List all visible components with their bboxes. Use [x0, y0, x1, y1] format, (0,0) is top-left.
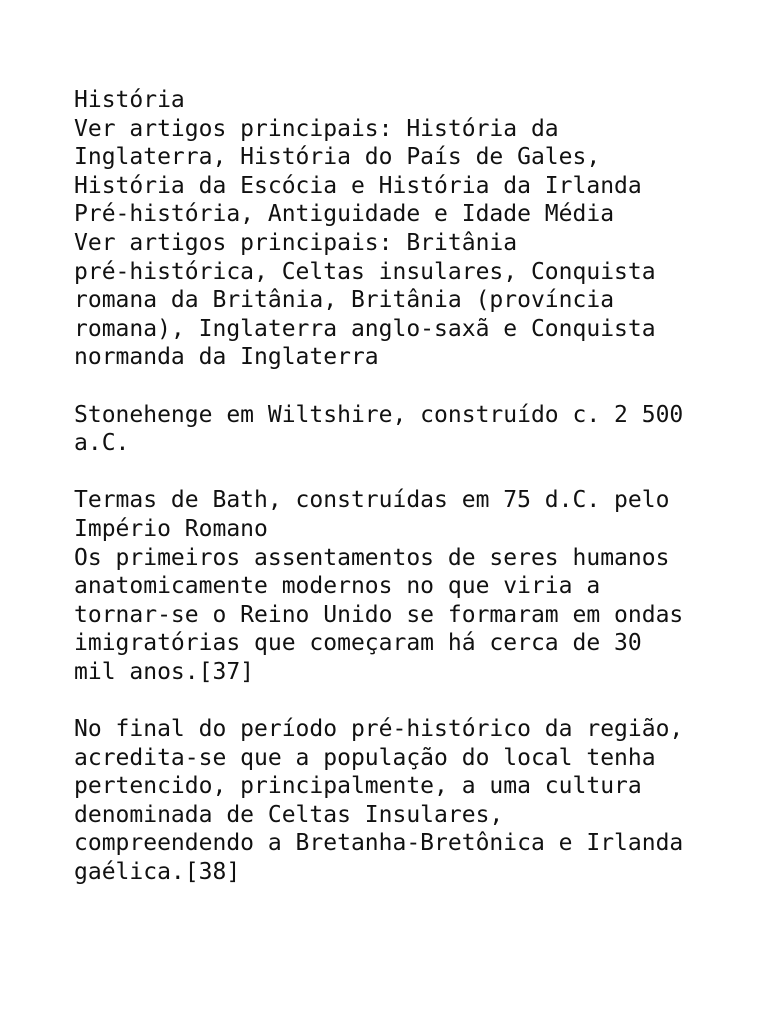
- caption-line: a.C.: [74, 430, 130, 457]
- paragraph-line: compreendendo a Bretanha-Bretônica e Irlanda: [74, 830, 684, 857]
- paragraph-line: pertencido, principalmente, a uma cultura: [74, 773, 642, 800]
- caption-line: Stonehenge em Wiltshire, construído c. 2 500: [74, 401, 684, 428]
- paragraph-line: denominada de Celtas Insulares,: [74, 801, 504, 828]
- paragraph-line: acredita-se que a população do local tenha: [74, 744, 656, 771]
- sub-articles-line: normanda da Inglaterra: [74, 344, 379, 371]
- document-page: [74, 86, 734, 887]
- subsection-heading: Pré-história, Antiguidade e Idade Média: [74, 201, 615, 228]
- paragraph-first-settlements: [74, 544, 734, 687]
- blank-line: [74, 458, 734, 487]
- blank-line: [74, 686, 734, 715]
- sub-articles-line: Ver artigos principais: Britânia: [74, 229, 518, 256]
- main-articles-note: [74, 115, 734, 201]
- sub-articles-note: [74, 229, 734, 372]
- blank-line: [74, 372, 734, 401]
- paragraph-line: gaélica.[38]: [74, 859, 241, 886]
- paragraph-celts: [74, 715, 734, 887]
- paragraph-line: anatomicamente modernos no que viria a: [74, 573, 601, 600]
- paragraph-line: No final do período pré-histórico da região,: [74, 716, 684, 743]
- caption-line: Termas de Bath, construídas em 75 d.C. pelo: [74, 487, 670, 514]
- bath-caption: [74, 486, 734, 543]
- sub-articles-line: pré-histórica, Celtas insulares, Conquista: [74, 258, 656, 285]
- main-articles-line: Inglaterra, História do País de Gales,: [74, 144, 601, 171]
- sub-articles-line: romana), Inglaterra anglo-saxã e Conquista: [74, 315, 656, 342]
- paragraph-line: imigratórias que começaram há cerca de 30: [74, 630, 642, 657]
- paragraph-line: mil anos.[37]: [74, 658, 255, 685]
- caption-line: Império Romano: [74, 515, 268, 542]
- main-articles-line: Ver artigos principais: História da: [74, 115, 559, 142]
- section-heading: História: [74, 87, 185, 113]
- paragraph-line: Os primeiros assentamentos de seres humanos: [74, 544, 670, 571]
- paragraph-line: tornar-se o Reino Unido se formaram em ondas: [74, 601, 684, 628]
- sub-articles-line: romana da Britânia, Britânia (província: [74, 287, 615, 314]
- stonehenge-caption: [74, 401, 734, 458]
- main-articles-line: História da Escócia e História da Irlanda: [74, 172, 642, 199]
